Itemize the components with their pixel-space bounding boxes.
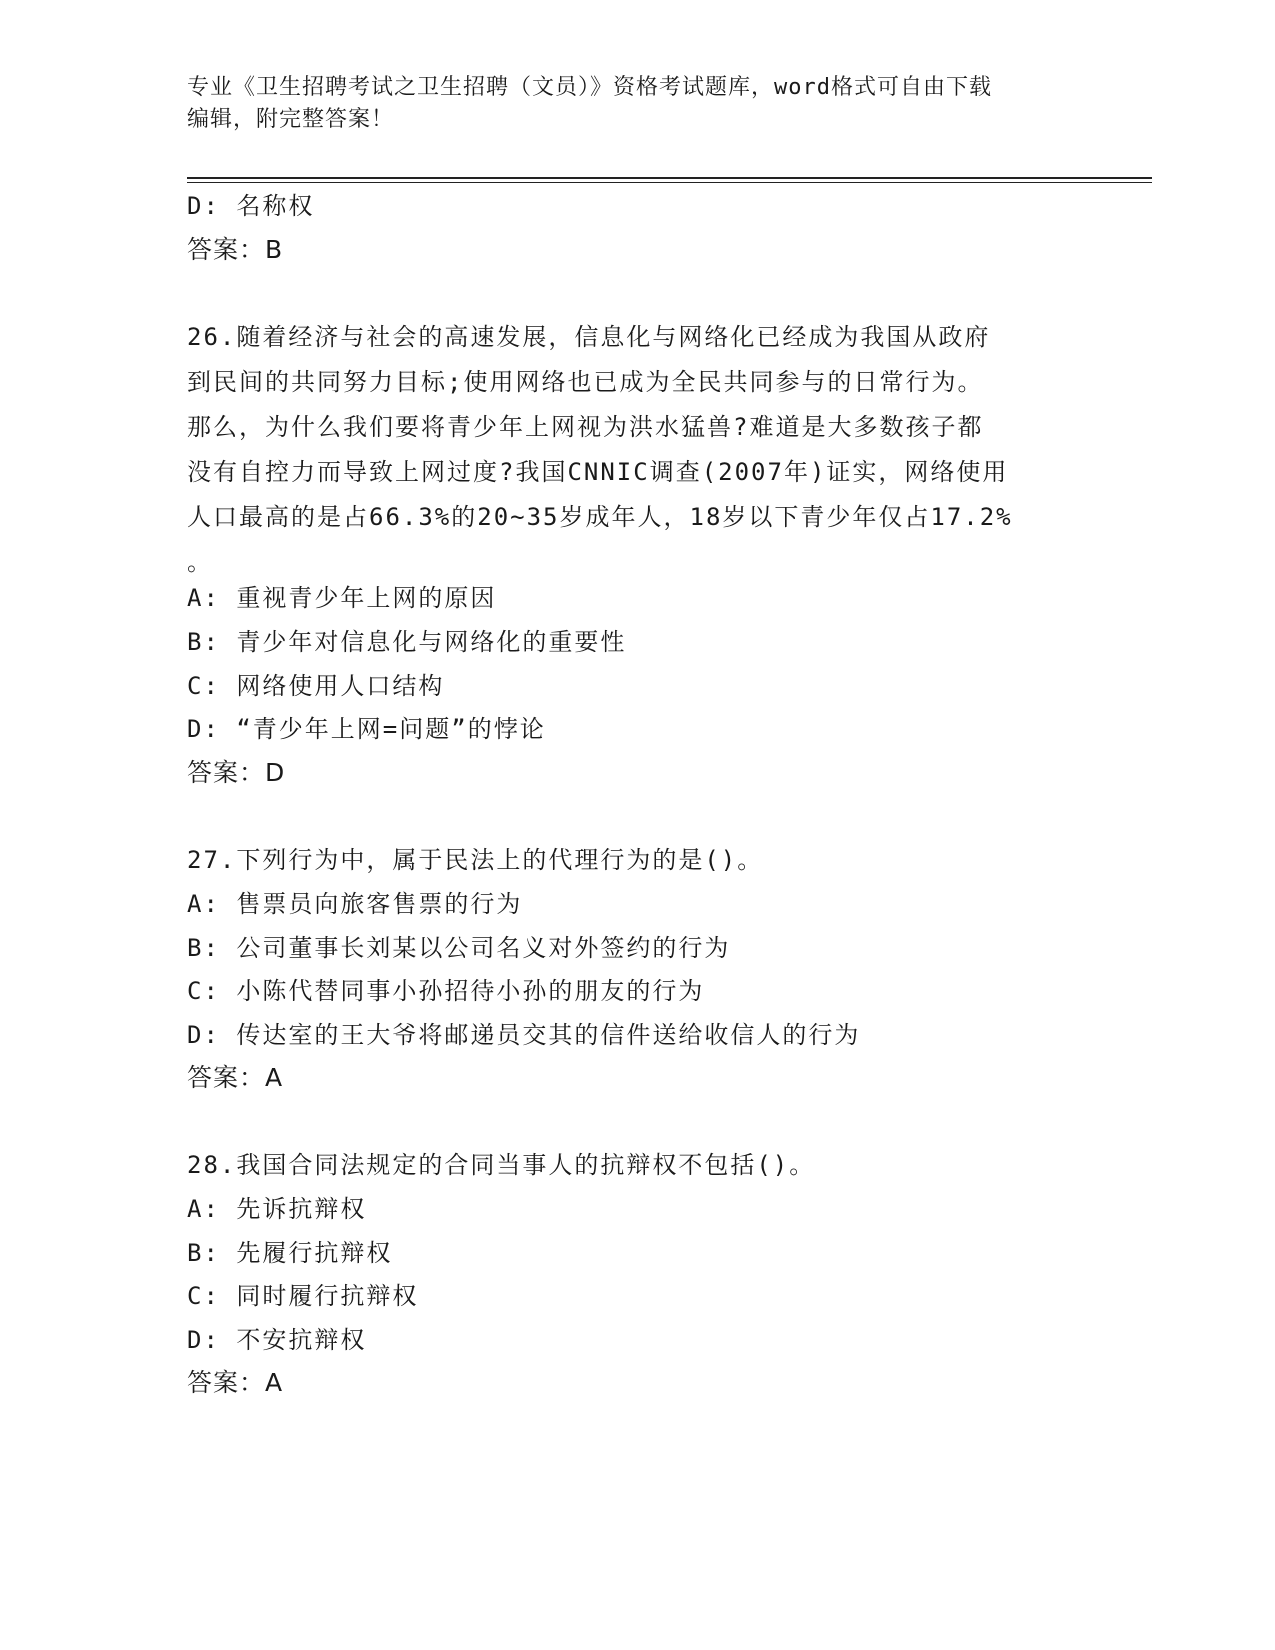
question-26-line-4: 没有自控力而导致上网过度?我国CNNIC调查(2007年)证实，网络使用: [187, 458, 1009, 486]
header-divider-thin: [187, 182, 1152, 183]
question-27-option-b: B: 公司董事长刘某以公司名义对外签约的行为: [187, 934, 731, 962]
question-27-option-d: D: 传达室的王大爷将邮递员交其的信件送给收信人的行为: [187, 1021, 861, 1049]
question-26-line-6: 。: [187, 548, 213, 576]
question-27-option-c: C: 小陈代替同事小孙招待小孙的朋友的行为: [187, 977, 705, 1005]
question-28-text: 28.我国合同法规定的合同当事人的抗辩权不包括()。: [187, 1151, 816, 1179]
question-27-text: 27.下列行为中，属于民法上的代理行为的是()。: [187, 846, 764, 874]
header-line-1: 专业《卫生招聘考试之卫生招聘（文员）》资格考试题库，word格式可自由下载: [187, 75, 992, 100]
question-28-option-c: C: 同时履行抗辩权: [187, 1282, 419, 1310]
question-26-text: [187, 315, 1087, 585]
question-26-option-a: A: 重视青少年上网的原因: [187, 584, 497, 612]
question-28-option-a: A: 先诉抗辩权: [187, 1195, 367, 1223]
prev-answer: 答案：B: [187, 235, 284, 264]
question-27-answer: 答案：A: [187, 1063, 284, 1092]
question-28-option-b: B: 先履行抗辩权: [187, 1239, 393, 1267]
question-26-line-2: 到民间的共同努力目标;使用网络也已成为全民共同参与的日常行为。: [187, 368, 984, 396]
question-27-option-a: A: 售票员向旅客售票的行为: [187, 890, 523, 918]
question-26-option-b: B: 青少年对信息化与网络化的重要性: [187, 628, 627, 656]
header-divider-thick: [187, 177, 1152, 179]
question-26-answer: 答案：D: [187, 758, 286, 787]
question-26-line-5: 人口最高的是占66.3%的20~35岁成年人，18岁以下青少年仅占17.2%: [187, 503, 1013, 531]
question-26-option-d: D: “青少年上网=问题”的悖论: [187, 715, 546, 743]
document-header: [187, 72, 1067, 136]
header-line-2: 编辑，附完整答案！: [187, 107, 395, 132]
question-28-answer: 答案：A: [187, 1368, 284, 1397]
prev-option-d: D: 名称权: [187, 192, 315, 220]
question-26-line-1: 26.随着经济与社会的高速发展，信息化与网络化已经成为我国从政府: [187, 323, 991, 351]
question-26-line-3: 那么，为什么我们要将青少年上网视为洪水猛兽?难道是大多数孩子都: [187, 413, 984, 441]
question-28-option-d: D: 不安抗辩权: [187, 1326, 367, 1354]
question-26-option-c: C: 网络使用人口结构: [187, 672, 445, 700]
